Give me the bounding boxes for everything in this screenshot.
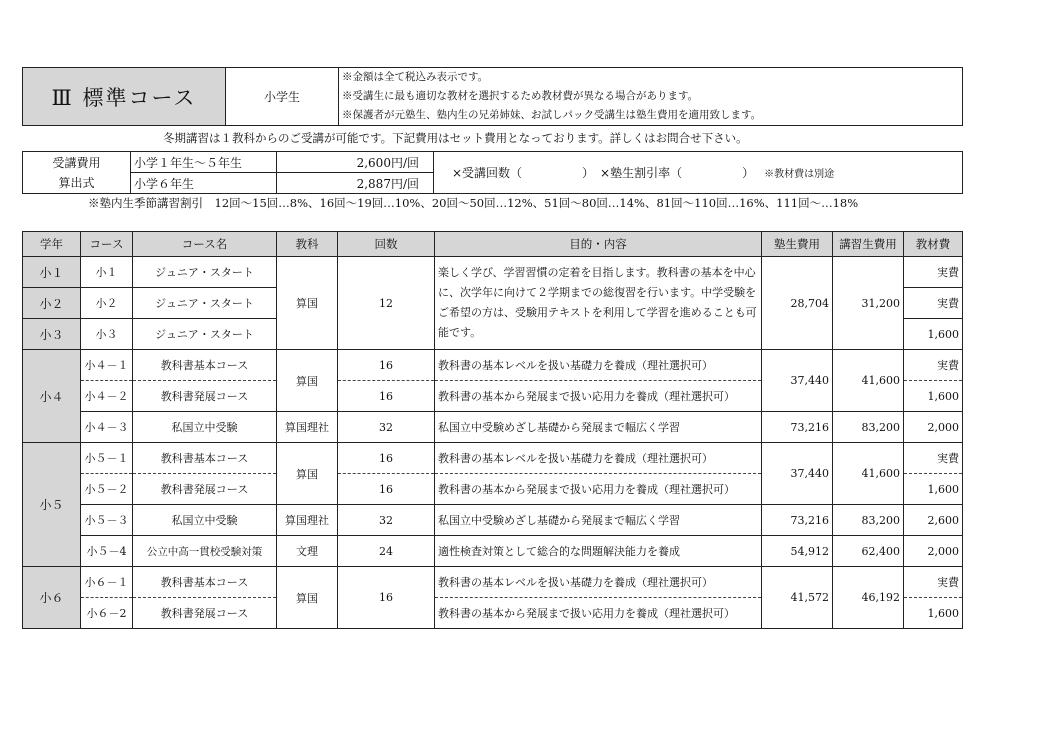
count-cell: 16	[338, 381, 435, 412]
content-cell: 適性検査対策として総合的な問題解決能力を養成	[435, 536, 762, 567]
course-name: 教科書基本コース	[133, 567, 277, 598]
course-name: 教科書基本コース	[133, 443, 277, 474]
member-fee: 37,440	[762, 443, 833, 505]
grade-cell: 小４	[23, 350, 81, 443]
discount-note: ※塾内生季節講習割引 12回～15回…8%、16回～19回…10%、20回～50回…12%、51回～80回…14%、81回～110回…16%、111回～…18%	[88, 196, 859, 210]
content-cell: 教科書の基本から発展まで扱い応用力を養成（理社選択可）	[435, 474, 762, 505]
fee-label-1: 受講費用	[23, 152, 131, 173]
member-fee: 54,912	[762, 536, 833, 567]
guest-fee: 46,192	[833, 567, 904, 629]
fee-price-2: 2,887円/回	[277, 173, 434, 194]
note-line: ※受講生に最も適切な教材を選択するため教材費が異なる場合があります。	[342, 90, 699, 102]
count-cell: 16	[338, 350, 435, 381]
header-member-fee: 塾生費用	[762, 232, 833, 257]
course-name: 教科書基本コース	[133, 350, 277, 381]
count-cell: 32	[338, 505, 435, 536]
course-code: 小５－３	[81, 505, 133, 536]
materials-fee: 実費	[904, 257, 963, 288]
materials-fee: 実費	[904, 288, 963, 319]
header-content: 目的・内容	[435, 232, 762, 257]
header-course: コース	[81, 232, 133, 257]
count-cell: 16	[338, 474, 435, 505]
course-code: 小５－4	[81, 536, 133, 567]
subject-cell: 算国	[277, 350, 338, 412]
course-name: ジュニア・スタート	[133, 288, 277, 319]
subject-cell: 文理	[277, 536, 338, 567]
course-code: 小１	[81, 257, 133, 288]
subject-cell: 算国理社	[277, 505, 338, 536]
member-fee: 41,572	[762, 567, 833, 629]
formula: ×受講回数（ ） ×塾生割引率（ ）	[452, 166, 755, 180]
content-cell: 教科書の基本から発展まで扱い応用力を養成（理社選択可）	[435, 381, 762, 412]
table-row	[23, 257, 963, 288]
member-fee: 73,216	[762, 412, 833, 443]
member-fee: 37,440	[762, 350, 833, 412]
materials-fee: 2,000	[904, 412, 963, 443]
fee-formula-text	[434, 152, 963, 194]
course-code: 小４－３	[81, 412, 133, 443]
fee-grade-2: 小学６年生	[131, 173, 277, 194]
guest-fee: 41,600	[833, 443, 904, 505]
content-cell: 私国立中受験めざし基礎から発展まで幅広く学習	[435, 505, 762, 536]
fee-formula	[22, 151, 963, 194]
course-code: 小６－１	[81, 567, 133, 598]
member-fee: 28,704	[762, 257, 833, 350]
materials-fee: 1,600	[904, 381, 963, 412]
course-code: 小５－２	[81, 474, 133, 505]
grade-cell: 小６	[23, 567, 81, 629]
subject-cell: 算国	[277, 567, 338, 629]
table-row	[23, 350, 963, 381]
count-cell: 32	[338, 412, 435, 443]
course-header	[22, 67, 963, 126]
content-cell: 教科書の基本レベルを扱い基礎力を養成（理社選択可）	[435, 443, 762, 474]
course-code: 小２	[81, 288, 133, 319]
content-cell: 教科書の基本レベルを扱い基礎力を養成（理社選択可）	[435, 350, 762, 381]
materials-fee: 実費	[904, 567, 963, 598]
grade-cell: 小２	[23, 288, 81, 319]
course-name: 教科書発展コース	[133, 598, 277, 629]
guest-fee: 83,200	[833, 505, 904, 536]
fee-price-1: 2,600円/回	[277, 152, 434, 173]
course-code: 小４－２	[81, 381, 133, 412]
formula-note: ※教材費は別途	[764, 169, 835, 180]
winter-note: 冬期講習は１教科からのご受講が可能です。下記費用はセット費用となっております。詳しくはお問合せ下さい。	[163, 131, 748, 145]
member-fee: 73,216	[762, 505, 833, 536]
header-notes	[339, 68, 963, 126]
guest-fee: 83,200	[833, 412, 904, 443]
note-line: ※金額は全て税込み表示です。	[342, 71, 489, 83]
count-cell: 16	[338, 567, 435, 629]
materials-fee: 実費	[904, 443, 963, 474]
guest-fee: 41,600	[833, 350, 904, 412]
note-line: ※保護者が元塾生、塾内生の兄弟姉妹、お試しパック受講生は塾生費用を適用致します。	[342, 109, 762, 121]
subject-cell: 算国	[277, 443, 338, 505]
table-row	[23, 567, 963, 598]
table-row	[23, 536, 963, 567]
header-subject: 教科	[277, 232, 338, 257]
grade-cell: 小５	[23, 443, 81, 567]
table-row	[23, 412, 963, 443]
header-count: 回数	[338, 232, 435, 257]
course-code: 小５－１	[81, 443, 133, 474]
count-cell: 24	[338, 536, 435, 567]
table-row	[23, 443, 963, 474]
grade-label: 小学生	[226, 68, 339, 126]
materials-fee: 1,600	[904, 474, 963, 505]
course-code: 小６－2	[81, 598, 133, 629]
course-table	[22, 231, 963, 629]
guest-fee: 31,200	[833, 257, 904, 350]
header-grade: 学年	[23, 232, 81, 257]
count-cell: 16	[338, 443, 435, 474]
materials-fee: 1,600	[904, 598, 963, 629]
content-cell: 教科書の基本から発展まで扱い応用力を養成（理社選択可）	[435, 598, 762, 629]
materials-fee: 2,000	[904, 536, 963, 567]
header-materials: 教材費	[904, 232, 963, 257]
fee-grade-1: 小学１年生～５年生	[131, 152, 277, 173]
course-code: 小３	[81, 319, 133, 350]
materials-fee: 実費	[904, 350, 963, 381]
subject-cell: 算国理社	[277, 412, 338, 443]
content-cell: 楽しく学び、学習習慣の定着を目指します。教科書の基本を中心に、次学年に向けて２学期までの総復習を行います。中学受験をご希望の方は、受験用テキストを利用して学習を進めることも可能です。	[435, 257, 762, 350]
course-name: 教科書発展コース	[133, 474, 277, 505]
content-cell: 私国立中受験めざし基礎から発展まで幅広く学習	[435, 412, 762, 443]
course-name: 公立中高一貫校受験対策	[133, 536, 277, 567]
count-cell: 12	[338, 257, 435, 350]
materials-fee: 2,600	[904, 505, 963, 536]
course-name: 教科書発展コース	[133, 381, 277, 412]
header-guest-fee: 講習生費用	[833, 232, 904, 257]
course-name: ジュニア・スタート	[133, 257, 277, 288]
header-course-name: コース名	[133, 232, 277, 257]
grade-cell: 小１	[23, 257, 81, 288]
fee-label-2: 算出式	[23, 173, 131, 194]
subject-cell: 算国	[277, 257, 338, 350]
course-code: 小４－１	[81, 350, 133, 381]
grade-cell: 小３	[23, 319, 81, 350]
guest-fee: 62,400	[833, 536, 904, 567]
materials-fee: 1,600	[904, 319, 963, 350]
course-name: ジュニア・スタート	[133, 319, 277, 350]
table-row	[23, 505, 963, 536]
course-title: Ⅲ 標準コース	[23, 68, 226, 126]
content-cell: 教科書の基本レベルを扱い基礎力を養成（理社選択可）	[435, 567, 762, 598]
course-name: 私国立中受験	[133, 412, 277, 443]
course-name: 私国立中受験	[133, 505, 277, 536]
